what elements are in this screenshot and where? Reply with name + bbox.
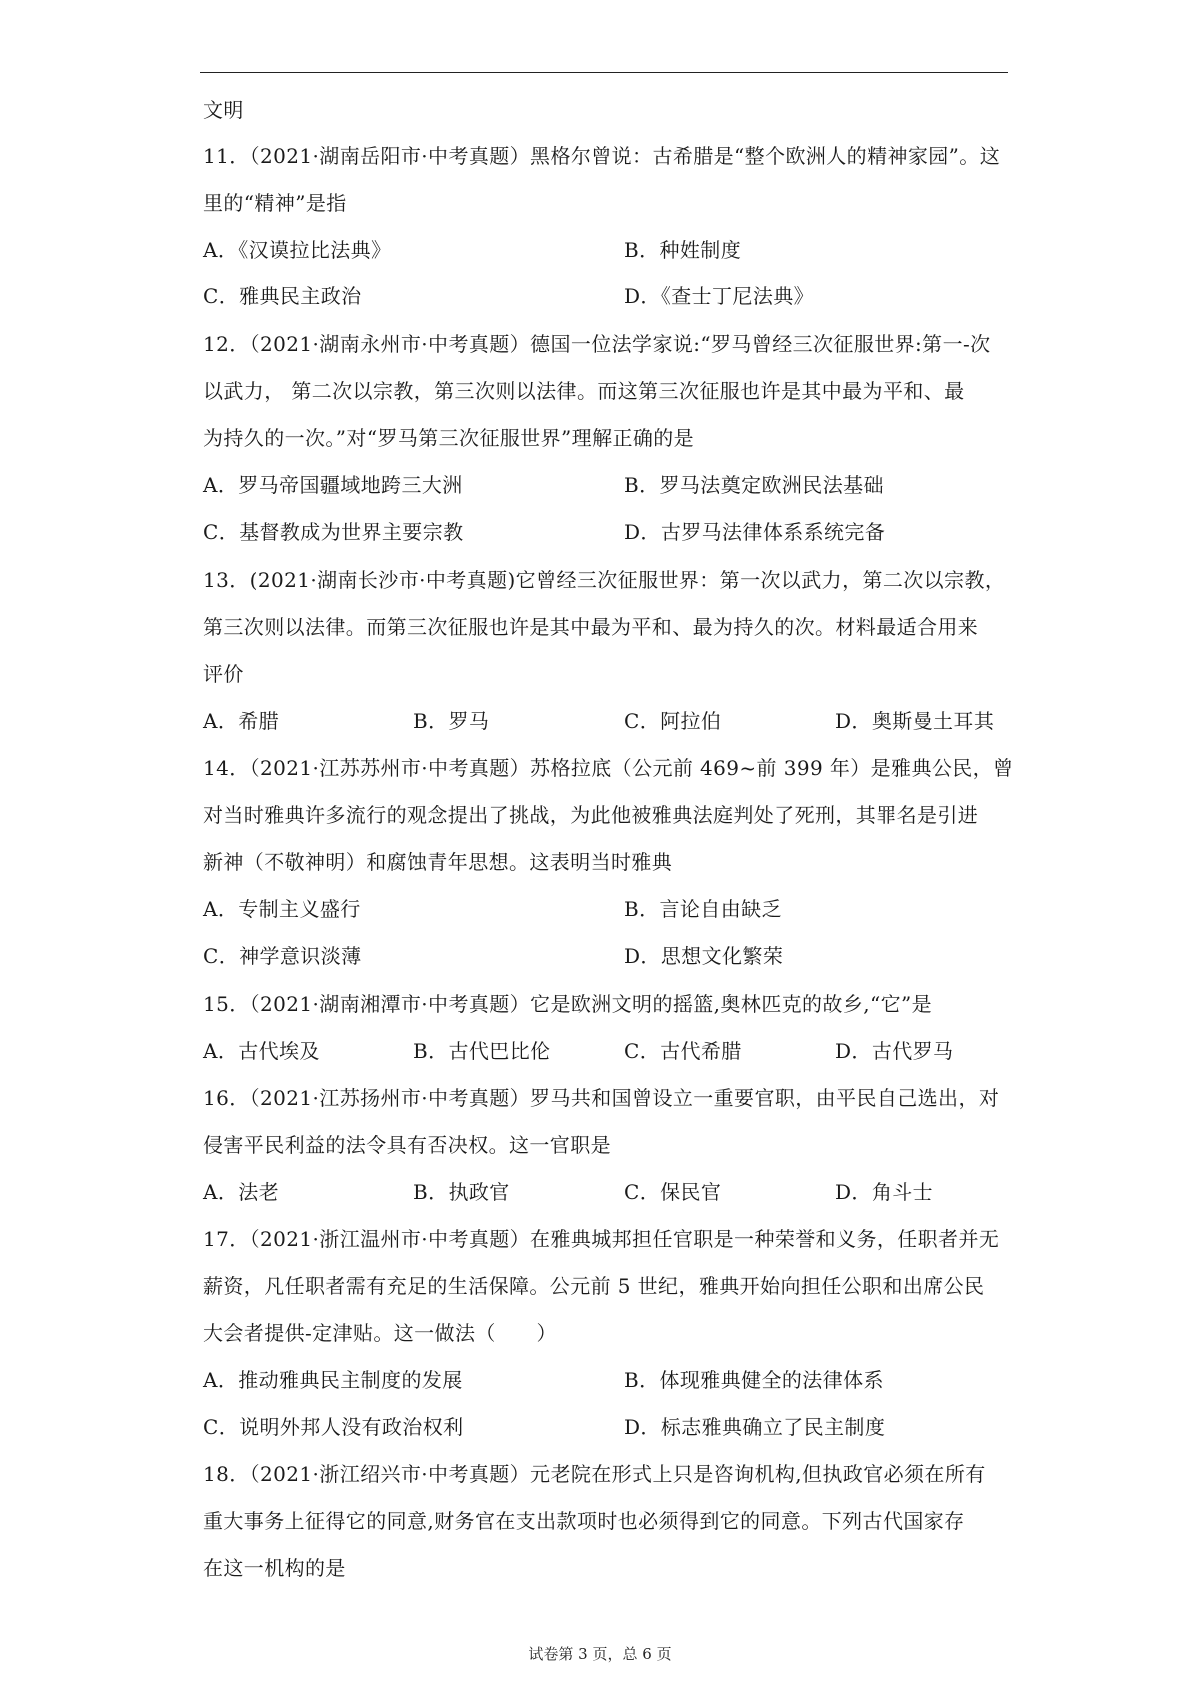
option-a: A．专制主义盛行 — [203, 897, 361, 921]
option-b: B．罗马 — [413, 709, 490, 733]
option-c: C．雅典民主政治 — [203, 284, 362, 308]
option-a: A．希腊 — [203, 709, 280, 733]
question-16-line-2: 侵害平民利益的法令具有否决权。这一官职是 — [203, 1133, 611, 1157]
header-rule — [200, 72, 1008, 73]
option-c: C．阿拉伯 — [624, 709, 722, 733]
question-11-line-2: 里的“精神”是指 — [203, 191, 347, 215]
option-a: A．罗马帝国疆域地跨三大洲 — [203, 473, 463, 497]
option-d: D．角斗士 — [835, 1180, 934, 1204]
option-c: C．神学意识淡薄 — [203, 944, 362, 968]
option-b: B．种姓制度 — [624, 238, 742, 262]
option-b: B．体现雅典健全的法律体系 — [624, 1368, 884, 1392]
question-18-line-2: 重大事务上征得它的同意,财务官在支出款项时也必须得到它的同意。下列古代国家存 — [203, 1509, 965, 1533]
option-d: D．标志雅典确立了民主制度 — [624, 1415, 886, 1439]
option-d: D．奥斯曼土耳其 — [835, 709, 995, 733]
question-13-line-3: 评价 — [203, 662, 244, 686]
option-a: A．古代埃及 — [203, 1039, 320, 1063]
option-d: D．《查士丁尼法典》 — [624, 284, 815, 308]
option-d: D．古代罗马 — [835, 1039, 954, 1063]
option-c: C．说明外邦人没有政治权利 — [203, 1415, 464, 1439]
option-c: C．基督教成为世界主要宗教 — [203, 520, 464, 544]
question-18-line-1: 18．（2021·浙江绍兴市·中考真题）元老院在形式上只是咨询机构,但执政官必须在所有 — [203, 1462, 986, 1486]
question-11-line-1: 11．（2021·湖南岳阳市·中考真题）黑格尔曾说：古希腊是“整个欧洲人的精神家园”。这 — [203, 144, 1001, 168]
question-14-line-2: 对当时雅典许多流行的观念提出了挑战，为此他被雅典法庭判处了死刑，其罪名是引进 — [203, 803, 979, 827]
option-b: B．古代巴比伦 — [413, 1039, 551, 1063]
question-14-line-1: 14．（2021·江苏苏州市·中考真题）苏格拉底（公元前 469~前 399 年）是雅典公民，曾 — [203, 756, 1014, 780]
question-12-line-1: 12．（2021·湖南永州市·中考真题）德国一位法学家说:“罗马曾经三次征服世界:第一-次 — [203, 332, 991, 356]
question-12-line-3: 为持久的一次。”对“罗马第三次征服世界”理解正确的是 — [203, 426, 695, 450]
question-13-line-2: 第三次则以法律。而第三次征服也许是其中最为平和、最为持久的次。材料最适合用来 — [203, 615, 979, 639]
option-c: C．古代希腊 — [624, 1039, 742, 1063]
option-d: D．思想文化繁荣 — [624, 944, 784, 968]
option-b: B．执政官 — [413, 1180, 510, 1204]
option-a: A．《汉谟拉比法典》 — [203, 238, 392, 262]
option-b: B．罗马法奠定欧洲民法基础 — [624, 473, 884, 497]
text-line: 文明 — [203, 98, 244, 122]
question-17-line-1: 17．（2021·浙江温州市·中考真题）在雅典城邦担任官职是一种荣誉和义务，任职者并无 — [203, 1227, 1000, 1251]
question-15-line-1: 15．（2021·湖南湘潭市·中考真题）它是欧洲文明的摇篮,奥林匹克的故乡,“它”是 — [203, 992, 933, 1016]
option-b: B．言论自由缺乏 — [624, 897, 782, 921]
option-a: A．法老 — [203, 1180, 280, 1204]
question-18-line-3: 在这一机构的是 — [203, 1556, 346, 1580]
question-16-line-1: 16．（2021·江苏扬州市·中考真题）罗马共和国曾设立一重要官职，由平民自己选出，对 — [203, 1086, 1000, 1110]
option-a: A．推动雅典民主制度的发展 — [203, 1368, 463, 1392]
question-14-line-3: 新神（不敬神明）和腐蚀青年思想。这表明当时雅典 — [203, 850, 673, 874]
page-footer: 试卷第 3 页，总 6 页 — [528, 1645, 672, 1663]
question-12-line-2: 以武力， 第二次以宗教，第三次则以法律。而这第三次征服也许是其中最为平和、最 — [203, 379, 965, 403]
question-13-line-1: 13．(2021·湖南长沙市·中考真题)它曾经三次征服世界：第一次以武力，第二次以宗教， — [203, 568, 1006, 592]
option-c: C．保民官 — [624, 1180, 722, 1204]
question-17-line-3: 大会者提供-定津贴。这一做法（ ） — [203, 1321, 557, 1345]
option-d: D．古罗马法律体系系统完备 — [624, 520, 886, 544]
question-17-line-2: 薪资，凡任职者需有充足的生活保障。公元前 5 世纪，雅典开始向担任公职和出席公民 — [203, 1274, 985, 1298]
